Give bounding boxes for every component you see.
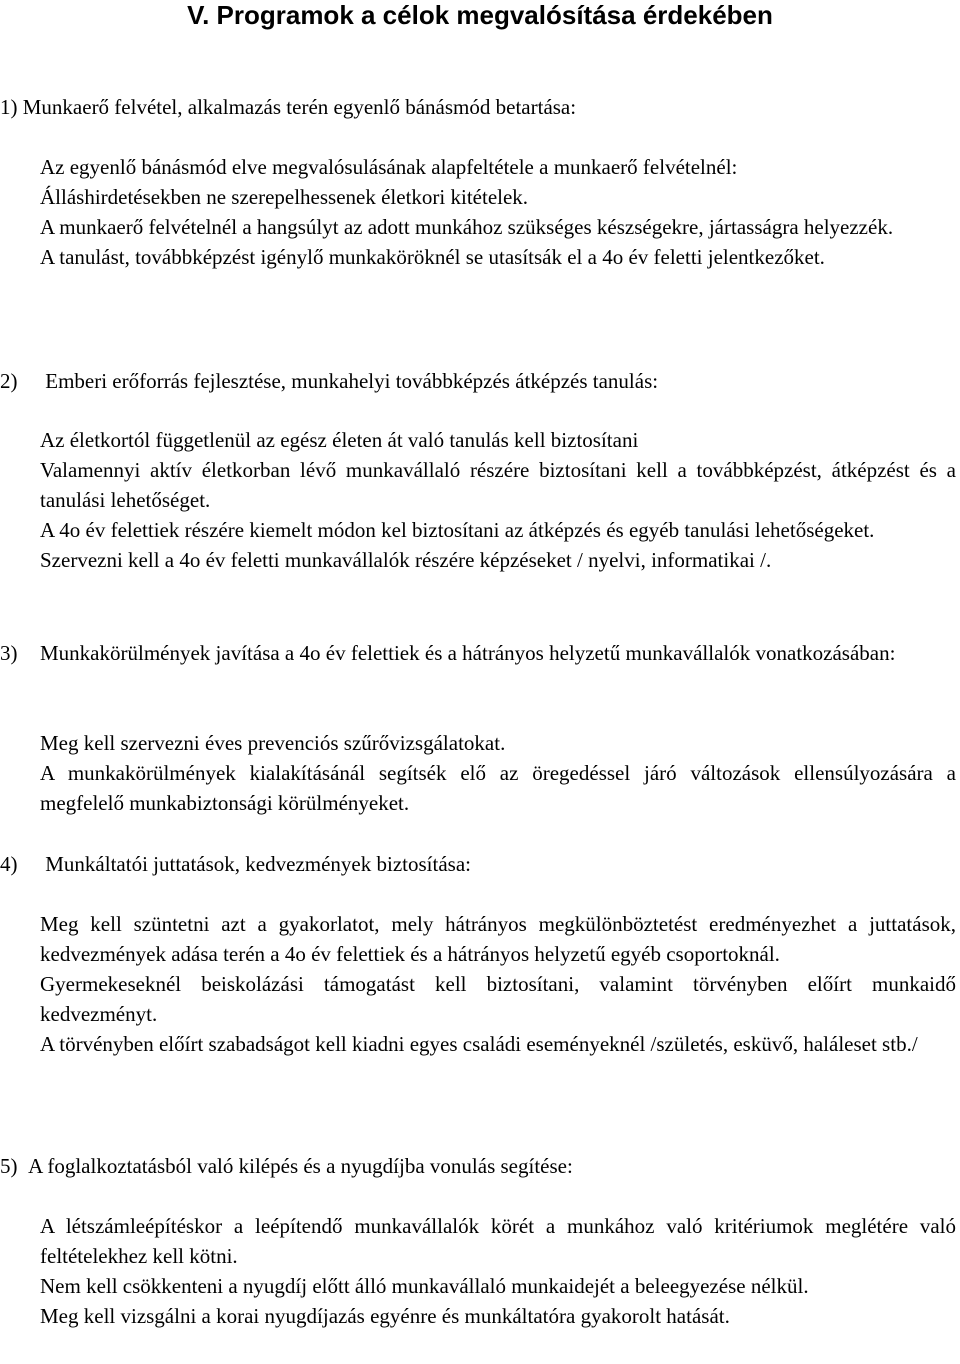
paragraph: Szervezni kell a 4o év feletti munkavállalók részére képzéseket / nyelvi, informatikai /.	[40, 548, 772, 572]
paragraph: A tanulást, továbbképzést igénylő munkaköröknél se utasítsák el a 4o év feletti jelentkezőket.	[40, 245, 825, 269]
section-number: 5)	[0, 1154, 18, 1178]
section-3-heading	[0, 638, 960, 668]
section-1-heading	[0, 92, 960, 122]
paragraph: A törvényben előírt szabadságot kell kiadni egyes családi eseményeknél /születés, esküvő, haláleset stb./	[40, 1032, 918, 1056]
paragraph: Az életkortól függetlenül az egész életen át való tanulás kell biztosítani	[40, 428, 639, 452]
section-5-heading	[0, 1151, 960, 1181]
paragraph: A munkaerő felvételnél a hangsúlyt az adott munkához szükséges készségekre, jártasságra helyezzék.	[40, 215, 894, 239]
section-number: 2)	[0, 369, 18, 393]
section-title: A foglalkoztatásból való kilépés és a nyugdíjba vonulás segítése:	[28, 1154, 573, 1178]
section-3-body	[40, 728, 956, 818]
section-4-heading	[0, 849, 960, 879]
paragraph: A létszámleépítéskor a leépítendő munkavállalók körét a munkához való kritériumok meglétére való feltételekhez kell kötni.	[40, 1214, 956, 1268]
section-4-body	[40, 909, 956, 1059]
paragraph: Meg kell vizsgálni a korai nyugdíjazás egyénre és munkáltatóra gyakorolt hatását.	[40, 1304, 730, 1328]
section-2-body	[40, 425, 956, 575]
paragraph: A 4o év felettiek részére kiemelt módon kel biztosítani az átképzés és egyéb tanulási lehetőségeket.	[40, 518, 875, 542]
paragraph: A munkakörülmények kialakításánál segítsék elő az öregedéssel járó változások ellensúlyozására a megfelelő munkabiztonsági körülményeket.	[40, 761, 956, 815]
section-5-body	[40, 1211, 956, 1331]
paragraph: Álláshirdetésekben ne szerepelhessenek életkori kitételek.	[40, 185, 529, 209]
paragraph: Valamennyi aktív életkorban lévő munkavállaló részére biztosítani kell a továbbképzést, átképzést és a tanulási lehetőséget.	[40, 458, 956, 512]
page-title: V. Programok a célok megvalósítása érdekében	[187, 0, 773, 30]
paragraph: Az egyenlő bánásmód elve megvalósulásának alapfeltétele a munkaerő felvételnél:	[40, 155, 738, 179]
section-number: 1)	[0, 95, 18, 119]
paragraph: Gyermekeseknél beiskolázási támogatást kell biztosítani, valamint törvényben előírt munkaidő kedvezményt.	[40, 972, 956, 1026]
paragraph: Meg kell szüntetni azt a gyakorlatot, mely hátrányos megkülönböztetést eredményezhet a juttatások, kedvezmények adása terén a 4o év felettiek és a hátrányos helyzetű egyéb csoportoknál.	[40, 912, 956, 966]
paragraph: Meg kell szervezni éves prevenciós szűrővizsgálatokat.	[40, 731, 506, 755]
section-number: 4)	[0, 852, 18, 876]
paragraph: Nem kell csökkenteni a nyugdíj előtt álló munkavállaló munkaidejét a beleegyezése nélkül.	[40, 1274, 809, 1298]
section-title: Munkáltatói juttatások, kedvezmények biztosítása:	[45, 852, 471, 876]
section-number: 3)	[0, 641, 18, 665]
section-2-heading	[0, 366, 960, 396]
section-title: Munkaerő felvétel, alkalmazás terén egyenlő bánásmód betartása:	[22, 95, 577, 119]
section-title: Emberi erőforrás fejlesztése, munkahelyi továbbképzés átképzés tanulás:	[45, 369, 659, 393]
section-1-body	[40, 152, 956, 272]
section-title: Munkakörülmények javítása a 4o év felettiek és a hátrányos helyzetű munkavállalók vonatkozásában:	[40, 641, 896, 665]
